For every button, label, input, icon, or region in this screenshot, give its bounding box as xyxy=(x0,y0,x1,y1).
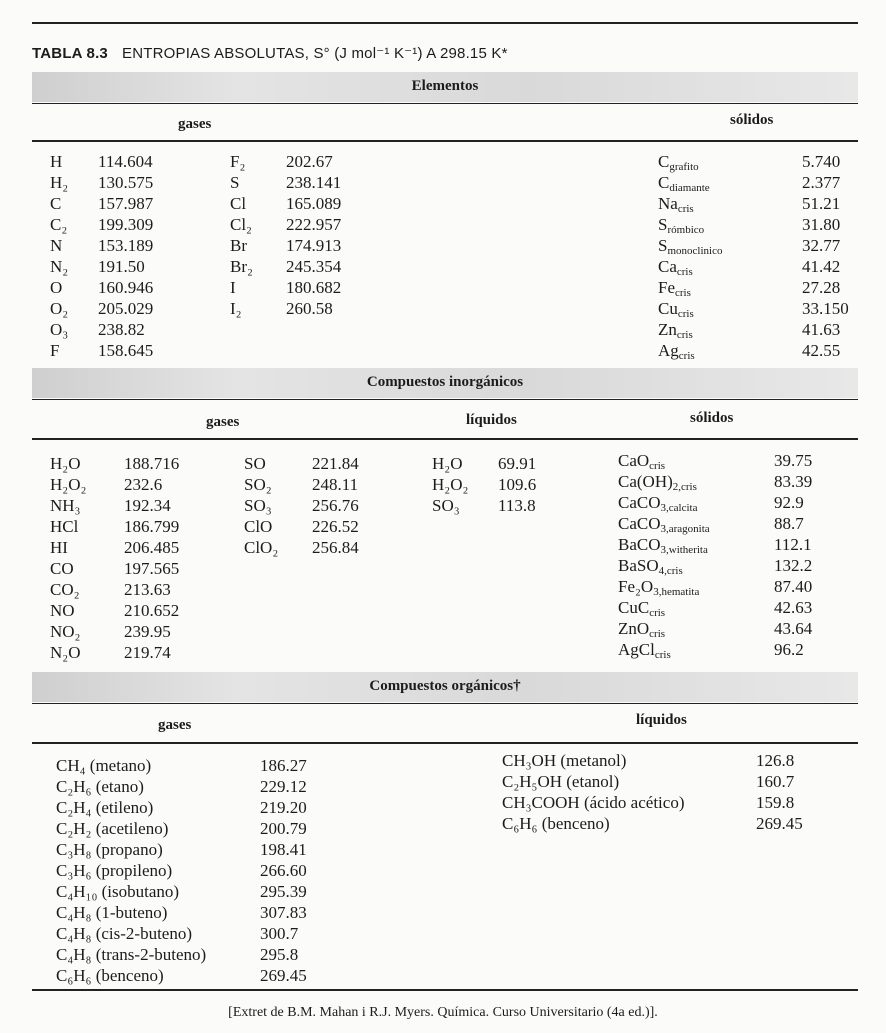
entropy-value: 88.7 xyxy=(774,514,804,533)
entropy-value: 159.8 xyxy=(756,793,795,812)
compound-formula: N xyxy=(50,236,63,255)
entropy-value: 109.6 xyxy=(498,475,537,494)
compound-formula: HCl xyxy=(50,517,79,536)
compound-formula: I₂ xyxy=(230,299,242,318)
entropy-value: 41.42 xyxy=(802,257,841,276)
table-row xyxy=(56,944,326,965)
table-row xyxy=(244,453,384,474)
table-row xyxy=(230,172,370,193)
entropy-value: 202.67 xyxy=(286,152,333,171)
elementos-solidos-label: sólidos xyxy=(730,112,774,128)
entropy-value: 113.8 xyxy=(498,496,536,515)
compound-formula: CaCO$_{3,aragonita}$ xyxy=(618,514,710,535)
organicos-gases xyxy=(56,755,326,986)
organicos-gases-label: gases xyxy=(158,717,192,733)
table-row xyxy=(50,298,190,319)
compound-formula: C₂H₅OH (etanol) xyxy=(502,772,620,791)
entropy-value: 245.354 xyxy=(286,257,342,276)
entropy-value: 87.40 xyxy=(774,577,813,596)
compound-formula: CuC$_{cris}$ xyxy=(618,598,666,619)
table-row xyxy=(502,771,822,792)
entropy-value: 219.74 xyxy=(124,643,171,662)
entropy-value: 157.987 xyxy=(98,194,154,213)
compound-formula: ZnO$_{cris}$ xyxy=(618,619,666,640)
table-row xyxy=(50,193,190,214)
entropy-value: 238.141 xyxy=(286,173,342,192)
entropy-value: 112.1 xyxy=(774,535,812,554)
table-row xyxy=(658,193,848,214)
compound-formula: C₄H₈ (cis-2-buteno) xyxy=(56,924,193,943)
compound-formula: BaSO$_{4,cris}$ xyxy=(618,556,683,577)
entropy-value: 2.377 xyxy=(802,173,841,192)
table-row xyxy=(230,277,370,298)
elementos-gases-col1 xyxy=(50,151,190,361)
subheader-rule xyxy=(32,140,858,142)
compound-formula: Cl xyxy=(230,194,247,213)
table-row xyxy=(56,881,326,902)
entropy-value: 205.029 xyxy=(98,299,154,318)
entropy-value: 269.45 xyxy=(756,814,803,833)
table-row xyxy=(50,579,210,600)
subheader-rule xyxy=(32,742,858,744)
entropy-value: 226.52 xyxy=(312,517,359,536)
entropy-value: 307.83 xyxy=(260,903,307,922)
table-row xyxy=(230,298,370,319)
compound-formula: HI xyxy=(50,538,68,557)
subheader-rule xyxy=(32,438,858,440)
compound-formula: H₂ xyxy=(50,173,69,192)
table-row xyxy=(56,776,326,797)
entropy-value: 191.50 xyxy=(98,257,145,276)
compound-formula: $S_{rómbico}$ xyxy=(658,215,705,236)
inorganicos-liquidos-label: líquidos xyxy=(466,412,517,428)
compound-formula: N₂ xyxy=(50,257,69,276)
compound-formula: $C_{diamante}$ xyxy=(658,173,710,194)
entropy-value: 192.34 xyxy=(124,496,171,515)
table-row xyxy=(50,621,210,642)
compound-formula: SO₃ xyxy=(432,496,460,515)
entropy-value: 232.6 xyxy=(124,475,163,494)
table-row xyxy=(50,151,190,172)
compound-formula: H₂O₂ xyxy=(50,475,87,494)
entropy-value: 114.604 xyxy=(98,152,153,171)
table-row xyxy=(618,597,848,618)
section-rule xyxy=(32,703,858,704)
elementos-gases-label: gases xyxy=(178,116,212,132)
compound-formula: $Ag_{cris}$ xyxy=(658,341,695,362)
entropy-value: 260.58 xyxy=(286,299,333,318)
compound-formula: H₂O₂ xyxy=(432,475,469,494)
entropy-value: 160.7 xyxy=(756,772,795,791)
entropy-value: 158.645 xyxy=(98,341,154,360)
compound-formula: O₃ xyxy=(50,320,69,339)
compound-formula: H xyxy=(50,152,63,171)
entropy-value: 41.63 xyxy=(802,320,841,339)
compound-formula: C₂H₆ (etano) xyxy=(56,777,144,796)
entropy-value: 199.309 xyxy=(98,215,154,234)
table-row xyxy=(50,214,190,235)
table-row xyxy=(56,965,326,986)
table-row xyxy=(56,860,326,881)
compound-formula: CaO$_{cris}$ xyxy=(618,451,666,472)
entropy-value: 256.76 xyxy=(312,496,359,515)
table-row xyxy=(50,495,210,516)
entropy-value: 295.39 xyxy=(260,882,307,901)
table-row xyxy=(230,214,370,235)
table-row xyxy=(618,492,848,513)
compound-formula: CH₄ (metano) xyxy=(56,756,152,775)
elementos-gases-col2 xyxy=(230,151,370,319)
table-row xyxy=(658,172,848,193)
compound-formula: CO xyxy=(50,559,74,578)
table-row xyxy=(244,495,384,516)
inorganicos-gases-label: gases xyxy=(206,414,240,430)
table-row xyxy=(658,277,848,298)
compound-formula: S xyxy=(230,173,240,192)
compound-formula: O xyxy=(50,278,63,297)
compound-formula: $Cu_{cris}$ xyxy=(658,299,694,320)
compound-formula: Cl₂ xyxy=(230,215,252,234)
table-row xyxy=(50,172,190,193)
table-row xyxy=(56,902,326,923)
compound-formula: C₆H₆ (benceno) xyxy=(502,814,610,833)
table-row xyxy=(618,513,848,534)
table-caption: ENTROPIAS ABSOLUTAS, S° (J mol⁻¹ K⁻¹) A 298.15 K* xyxy=(121,45,508,62)
entropy-value: 83.39 xyxy=(774,472,813,491)
entropy-value: 219.20 xyxy=(260,798,307,817)
table-row xyxy=(618,534,848,555)
compound-formula: C₄H₈ (1-buteno) xyxy=(56,903,168,922)
table-row xyxy=(658,319,848,340)
inorganicos-liquidos xyxy=(432,453,572,516)
compound-formula: C₄H₁₀ (isobutano) xyxy=(56,882,180,901)
bottom-rule xyxy=(32,989,858,991)
inorganicos-gases-col2 xyxy=(244,453,384,558)
compound-formula: Br xyxy=(230,236,247,255)
entropy-value: 210.652 xyxy=(124,601,180,620)
table-row xyxy=(618,618,848,639)
entropy-value: 32.77 xyxy=(802,236,841,255)
compound-formula: C₃H₆ (propileno) xyxy=(56,861,173,880)
compound-formula: CH₃COOH (ácido acético) xyxy=(502,793,685,812)
compound-formula: CaCO$_{3,calcita}$ xyxy=(618,493,698,514)
top-rule xyxy=(32,22,858,24)
compound-formula: ClO xyxy=(244,517,273,536)
compound-formula: I xyxy=(230,278,236,297)
table-row xyxy=(502,750,822,771)
table-row xyxy=(658,340,848,361)
compound-formula: $Fe_2O_{3,hematita}$ xyxy=(618,577,700,598)
table-row xyxy=(50,340,190,361)
entropy-value: 174.913 xyxy=(286,236,342,255)
compound-formula: CO₂ xyxy=(50,580,80,599)
section-title-inorganicos: Compuestos inorgánicos xyxy=(366,374,524,390)
table-row xyxy=(244,537,384,558)
entropy-value: 96.2 xyxy=(774,640,804,659)
table-row xyxy=(502,813,822,834)
table-row xyxy=(502,792,822,813)
compound-formula: C₄H₈ (trans-2-buteno) xyxy=(56,945,207,964)
compound-formula: Br₂ xyxy=(230,257,253,276)
compound-formula: C₆H₆ (benceno) xyxy=(56,966,164,985)
table-row xyxy=(50,558,210,579)
section-band-inorganicos xyxy=(32,368,858,398)
section-band-elementos xyxy=(32,72,858,102)
table-row xyxy=(432,495,572,516)
table-row xyxy=(230,256,370,277)
compound-formula: $Fe_{cris}$ xyxy=(658,278,691,299)
compound-formula: NH₃ xyxy=(50,496,81,515)
entropy-value: 248.11 xyxy=(312,475,359,494)
entropy-value: 42.63 xyxy=(774,598,813,617)
compound-formula: F₂ xyxy=(230,152,246,171)
entropy-value: 198.41 xyxy=(260,840,307,859)
entropy-value: 200.79 xyxy=(260,819,307,838)
entropy-value: 239.95 xyxy=(124,622,171,641)
table-row xyxy=(56,797,326,818)
entropy-value: 213.63 xyxy=(124,580,171,599)
inorganicos-solidos-label: sólidos xyxy=(690,410,734,426)
entropy-value: 42.55 xyxy=(802,341,841,360)
table-row xyxy=(50,537,210,558)
compound-formula: NO xyxy=(50,601,75,620)
section-rule xyxy=(32,399,858,400)
entropy-value: 269.45 xyxy=(260,966,307,985)
compound-formula: C xyxy=(50,194,62,213)
table-row xyxy=(56,923,326,944)
entropy-value: 126.8 xyxy=(756,751,795,770)
table-row xyxy=(50,453,210,474)
table-row xyxy=(658,256,848,277)
table-row xyxy=(230,151,370,172)
compound-formula: $S_{monoclinico}$ xyxy=(658,236,723,257)
table-row xyxy=(658,214,848,235)
table-row xyxy=(50,277,190,298)
entropy-value: 266.60 xyxy=(260,861,307,880)
entropy-value: 180.682 xyxy=(286,278,342,297)
table-row xyxy=(56,839,326,860)
compound-formula: H₂O xyxy=(50,454,81,473)
section-rule xyxy=(32,103,858,104)
compound-formula: $Ca(OH)_{2,cris}$ xyxy=(618,472,697,493)
compound-formula: BaCO$_{3,witherita}$ xyxy=(618,535,708,556)
table-row xyxy=(56,818,326,839)
table-label: TABLA 8.3 xyxy=(32,45,108,62)
table-row xyxy=(230,235,370,256)
table-row xyxy=(658,298,848,319)
table-row xyxy=(50,642,210,663)
compound-formula: $Zn_{cris}$ xyxy=(658,320,693,341)
table-row xyxy=(618,576,848,597)
inorganicos-solidos xyxy=(618,450,848,660)
compound-formula: NO₂ xyxy=(50,622,81,641)
entropy-value: 186.27 xyxy=(260,756,307,775)
table-row xyxy=(618,471,848,492)
source-caption: [Extret de B.M. Mahan i R.J. Myers. Química. Curso Universitario (4a ed.)]. xyxy=(228,1005,658,1020)
entropy-value: 229.12 xyxy=(260,777,307,796)
table-row xyxy=(658,235,848,256)
entropy-value: 160.946 xyxy=(98,278,154,297)
table-row xyxy=(50,516,210,537)
compound-formula: C₃H₈ (propano) xyxy=(56,840,163,859)
table-row xyxy=(50,235,190,256)
table-row xyxy=(618,450,848,471)
table-row xyxy=(432,453,572,474)
inorganicos-gases-col1 xyxy=(50,453,210,663)
table-row xyxy=(50,600,210,621)
entropy-value: 153.189 xyxy=(98,236,154,255)
compound-formula: F xyxy=(50,341,60,360)
compound-formula: CH₃OH (metanol) xyxy=(502,751,627,770)
entropy-value: 39.75 xyxy=(774,451,813,470)
compound-formula: O₂ xyxy=(50,299,69,318)
section-title-organicos: Compuestos orgánicos† xyxy=(369,678,521,694)
organicos-liquidos xyxy=(502,750,822,834)
entropy-value: 27.28 xyxy=(802,278,841,297)
table-row xyxy=(618,555,848,576)
compound-formula: $Na_{cris}$ xyxy=(658,194,694,215)
entropy-value: 165.089 xyxy=(286,194,342,213)
entropy-value: 295.8 xyxy=(260,945,299,964)
compound-formula: C₂H₄ (etileno) xyxy=(56,798,154,817)
entropy-value: 31.80 xyxy=(802,215,841,234)
entropy-value: 221.84 xyxy=(312,454,359,473)
table-row xyxy=(244,516,384,537)
compound-formula: N₂O xyxy=(50,643,81,662)
table-row xyxy=(618,639,848,660)
table-row xyxy=(658,151,848,172)
entropy-value: 256.84 xyxy=(312,538,359,557)
compound-formula: SO₂ xyxy=(244,475,272,494)
compound-formula: ClO₂ xyxy=(244,538,279,557)
entropy-value: 188.716 xyxy=(124,454,180,473)
entropy-value: 92.9 xyxy=(774,493,804,512)
table-row xyxy=(50,474,210,495)
table-row xyxy=(50,319,190,340)
table-title xyxy=(32,44,508,62)
entropy-value: 238.82 xyxy=(98,320,145,339)
entropy-value: 222.957 xyxy=(286,215,342,234)
compound-formula: $Ca_{cris}$ xyxy=(658,257,693,278)
table-row xyxy=(230,193,370,214)
table-row xyxy=(56,755,326,776)
entropy-value: 5.740 xyxy=(802,152,841,171)
entropy-value: 206.485 xyxy=(124,538,180,557)
table-row xyxy=(50,256,190,277)
compound-formula: SO₃ xyxy=(244,496,272,515)
compound-formula: $C_{grafito}$ xyxy=(658,152,699,173)
entropy-value: 300.7 xyxy=(260,924,299,943)
compound-formula: SO xyxy=(244,454,266,473)
compound-formula: H₂O xyxy=(432,454,463,473)
elementos-solidos xyxy=(658,151,848,361)
table-row xyxy=(244,474,384,495)
table-row xyxy=(432,474,572,495)
entropy-value: 43.64 xyxy=(774,619,813,638)
section-title-elementos: Elementos xyxy=(411,78,479,94)
compound-formula: C₂ xyxy=(50,215,68,234)
entropy-value: 186.799 xyxy=(124,517,180,536)
organicos-liquidos-label: líquidos xyxy=(636,712,687,728)
entropy-value: 51.21 xyxy=(802,194,841,213)
compound-formula: C₂H₂ (acetileno) xyxy=(56,819,169,838)
entropy-value: 197.565 xyxy=(124,559,180,578)
entropy-value: 132.2 xyxy=(774,556,813,575)
entropy-value: 69.91 xyxy=(498,454,537,473)
entropy-value: 33.150 xyxy=(802,299,849,318)
entropy-value: 130.575 xyxy=(98,173,154,192)
section-band-organicos xyxy=(32,672,858,702)
compound-formula: AgCl$_{cris}$ xyxy=(618,640,671,661)
